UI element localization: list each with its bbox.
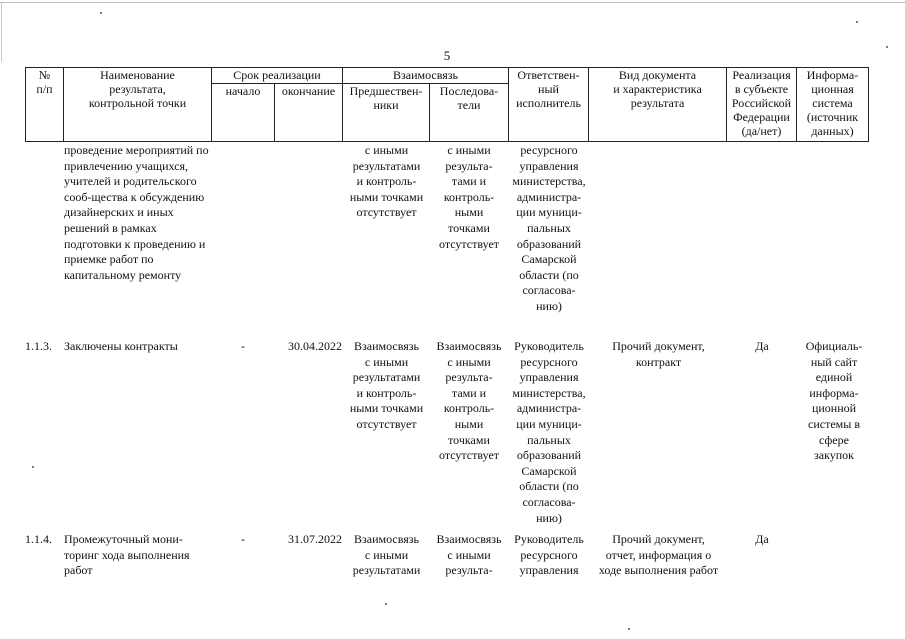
row-responsible: Руководитель ресурсного управления [514,532,584,578]
scan-speck [385,603,387,605]
row-responsible: ресурсного управления министерства, администра- ции муници- пальных образований Самарской области (по согласова- нию) [512,143,586,313]
row-responsible: Руководитель ресурсного управления министерства, администра- ции муници- пальных образований Самарской области (по согласова- нию) [512,339,586,525]
header-predecessors: Предшествен- ники [343,84,430,142]
table-row [25,532,870,592]
scan-speck [886,46,888,48]
row-successors: Взаимосвязь с иными результа- [436,532,502,578]
header-relation: Взаимосвязь [343,68,509,84]
row-number: 1.1.4. [25,532,52,546]
header-end: окончание [275,84,343,142]
header-subject: Реализация в субъекте Российской Федерации (да/нет) [727,68,797,142]
table-header [25,67,869,142]
row-info-system: Официаль- ный сайт единой информа- ционной системы в сфере закупок [805,339,863,463]
row-number: 1.1.3. [25,339,52,353]
scan-top-border [0,2,905,3]
row-start: - [241,339,245,353]
row-end: 30.04.2022 [288,339,342,353]
header-responsible: Ответствен- ный исполнитель [509,68,589,142]
scan-left-border [1,2,2,62]
table-body [25,143,870,592]
row-predecessors: Взаимосвязь с иными результатами [352,532,421,578]
header-start: начало [212,84,275,142]
row-start: - [241,532,245,546]
row-name: Промежуточный мони-торинг хода выполнения работ [64,532,190,578]
scan-speck [32,466,34,468]
row-doc-type: Прочий документ, отчет, информация о ходе выполнения работ [598,532,719,578]
header-successors: Последова- тели [430,84,509,142]
row-subject: Да [755,339,769,353]
row-predecessors: Взаимосвязь с иными результатами и контроль- ными точками отсутствует [349,339,424,431]
scan-speck [628,628,630,630]
scan-speck [856,21,858,23]
page-number: 5 [443,48,451,63]
header-period: Срок реализации [212,68,343,84]
row-successors: с иными результа- тами и контроль- ными точками отсутствует [438,143,500,251]
row-doc-type: Прочий документ, контракт [612,339,705,369]
row-name: проведение мероприятий по привлечению учащихся, учителей и родительского сооб-щества к обсуждению дизайнерских и иных решений в рамках подготовки к проведению и приемке работ по капитальному ремонту [64,143,209,282]
header-info-system: Информа- ционная система (источник данных) [797,68,869,142]
table-row [25,143,870,339]
scan-speck [100,12,102,14]
row-name: Заключены контракты [64,339,178,353]
row-end: 31.07.2022 [288,532,342,546]
row-successors: Взаимосвязь с иными результа- тами и контроль- ными точками отсутствует [436,339,502,463]
header-doc-type: Вид документа и характеристика результата [589,68,727,142]
row-predecessors: с иными результатами и контроль- ными точками отсутствует [349,143,424,220]
table-row [25,339,870,532]
row-subject: Да [755,532,769,546]
header-num: № п/п [26,68,64,142]
header-name: Наименование результата, контрольной точки [64,68,212,142]
